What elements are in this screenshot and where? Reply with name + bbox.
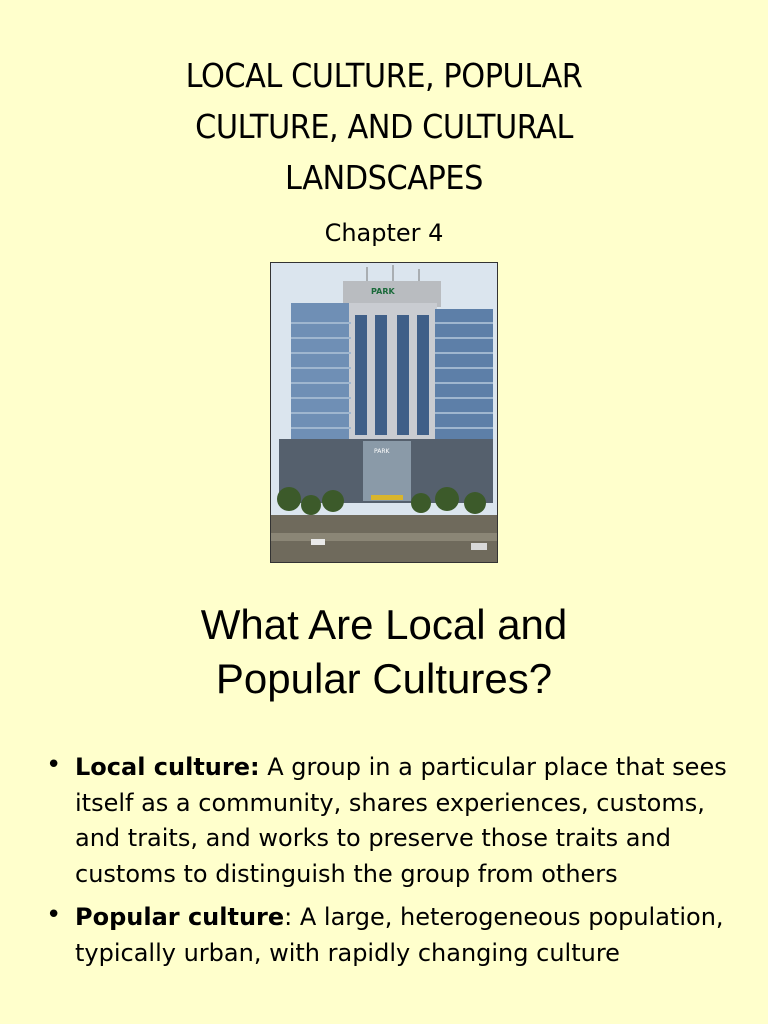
bullet-text: : A large, heterogeneous population, typically urban, with rapidly changing culture <box>75 903 724 967</box>
bullet-text: A group in a particular place that sees itself as a community, shares experiences, customs, and traits, and works to preserve those traits and customs to distinguish the group from others <box>75 753 727 888</box>
park-sign: PARK <box>371 287 395 296</box>
slide-title <box>31 50 738 203</box>
lobby-sign: PARK <box>374 448 390 455</box>
bullet-item <box>44 750 734 892</box>
section-title-line: Popular Cultures? <box>215 655 553 702</box>
section-title <box>0 598 768 706</box>
bullet-term: Popular culture <box>75 903 285 931</box>
bullet-item <box>44 900 734 971</box>
bullet-list <box>44 750 734 979</box>
title-line: CULTURE, AND CULTURAL <box>195 107 573 146</box>
title-line: LOCAL CULTURE, POPULAR <box>185 56 583 95</box>
bullet-term: Local culture: <box>75 753 260 781</box>
section-title-line: What Are Local and <box>200 601 568 648</box>
title-line: LANDSCAPES <box>285 158 483 197</box>
chapter-label: Chapter 4 <box>324 219 444 247</box>
building-photo <box>270 262 498 563</box>
